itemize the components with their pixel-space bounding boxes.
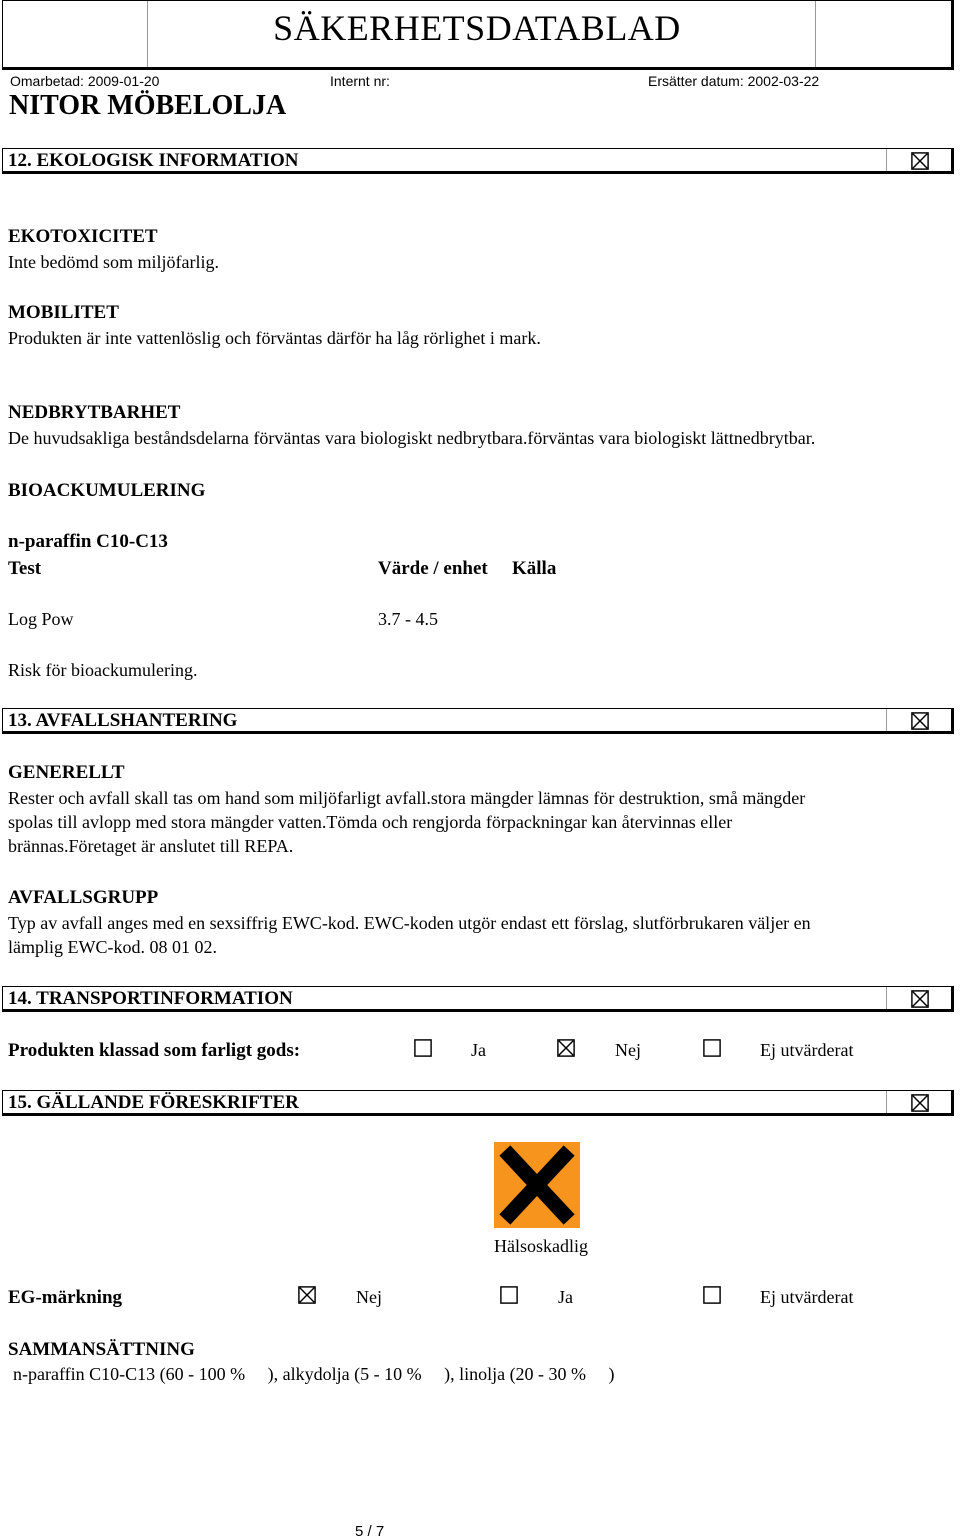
degradability-text: De huvudsakliga beståndsdelarna förväntas vara biologiskt nedbrytbara.förväntas vara biologiskt lättnedbrytbar. — [8, 428, 816, 448]
section-14-header — [2, 986, 954, 1012]
section-13-title: 13. AVFALLSHANTERING — [8, 710, 238, 731]
row-test-value: 3.7 - 4.5 — [378, 609, 438, 629]
dangerous-goods-no-checkbox[interactable] — [557, 1039, 575, 1057]
substance-name: n-paraffin C10-C13 — [8, 531, 168, 552]
revised-date: Omarbetad: 2009-01-20 — [10, 73, 160, 89]
dangerous-goods-unassessed-checkbox[interactable] — [703, 1039, 721, 1057]
general-text-line-3: brännas.Företaget är anslutet till REPA. — [8, 836, 294, 856]
ecotoxicity-heading: EKOTOXICITET — [8, 226, 158, 247]
section-12-title: 12. EKOLOGISK INFORMATION — [8, 150, 299, 171]
checked-box-icon — [911, 152, 929, 170]
document-title: SÄKERHETSDATABLAD — [273, 8, 681, 48]
section-14-title: 14. TRANSPORTINFORMATION — [8, 988, 293, 1009]
eg-marking-unassessed-label: Ej utvärderat — [760, 1287, 854, 1307]
general-heading: GENERELLT — [8, 762, 125, 783]
dangerous-goods-unassessed-label: Ej utvärderat — [760, 1040, 854, 1060]
internal-number: Internt nr: — [330, 73, 390, 89]
document-title-box — [2, 0, 954, 70]
harmful-hazard-symbol-icon — [494, 1142, 580, 1228]
product-name: NITOR MÖBELOLJA — [9, 90, 287, 121]
checked-box-icon — [911, 1094, 929, 1112]
eg-marking-yes-checkbox[interactable] — [500, 1286, 518, 1304]
hazard-label: Hälsoskadlig — [494, 1236, 588, 1256]
waste-group-line-2: lämplig EWC-kod. 08 01 02. — [8, 937, 217, 957]
ecotoxicity-text: Inte bedömd som miljöfarlig. — [8, 252, 219, 272]
composition-heading: SAMMANSÄTTNING — [8, 1339, 195, 1360]
column-value-unit: Värde / enhet — [378, 558, 488, 579]
general-text-line-2: spolas till avlopp med stora mängder vatten.Tömda och rengjorda förpackningar kan återvinnas eller — [8, 812, 733, 832]
section-15-header — [2, 1090, 954, 1116]
waste-group-heading: AVFALLSGRUPP — [8, 887, 159, 908]
composition-text: n-paraffin C10-C13 (60 - 100 % ), alkydolja (5 - 10 % ), linolja (20 - 30 % ) — [13, 1364, 615, 1384]
bioaccumulation-heading: BIOACKUMULERING — [8, 480, 206, 501]
checked-box-icon — [911, 990, 929, 1008]
dangerous-goods-yes-label: Ja — [471, 1040, 486, 1060]
column-test: Test — [8, 558, 42, 579]
general-text-line-1: Rester och avfall skall tas om hand som miljöfarligt avfall.stora mängder lämnas för destruktion, små mängder — [8, 788, 806, 808]
waste-group-line-1: Typ av avfall anges med en sexsiffrig EWC-kod. EWC-koden utgör endast ett förslag, slutförbrukaren väljer en — [8, 913, 811, 933]
checked-box-icon — [911, 712, 929, 730]
replaces-date: Ersätter datum: 2002-03-22 — [648, 73, 820, 89]
eg-marking-no-checkbox[interactable] — [298, 1286, 316, 1304]
eg-marking-unassessed-checkbox[interactable] — [703, 1286, 721, 1304]
mobility-heading: MOBILITET — [8, 302, 119, 323]
section-13-header — [2, 708, 954, 734]
section-12-header — [2, 148, 954, 174]
mobility-text: Produkten är inte vattenlöslig och förväntas därför ha låg rörlighet i mark. — [8, 328, 541, 348]
eg-marking-no-label: Nej — [356, 1287, 382, 1307]
column-source: Källa — [512, 558, 557, 579]
page-number: 5 / 7 — [355, 1523, 385, 1540]
eg-marking-label: EG-märkning — [8, 1287, 123, 1308]
eg-marking-yes-label: Ja — [558, 1287, 573, 1307]
dangerous-goods-no-label: Nej — [615, 1040, 641, 1060]
bioaccumulation-risk: Risk för bioackumulering. — [8, 660, 198, 680]
dangerous-goods-question: Produkten klassad som farligt gods: — [8, 1040, 301, 1061]
degradability-heading: NEDBRYTBARHET — [8, 402, 181, 423]
section-15-title: 15. GÄLLANDE FÖRESKRIFTER — [8, 1092, 299, 1113]
row-test-name: Log Pow — [8, 609, 74, 629]
dangerous-goods-yes-checkbox[interactable] — [414, 1039, 432, 1057]
